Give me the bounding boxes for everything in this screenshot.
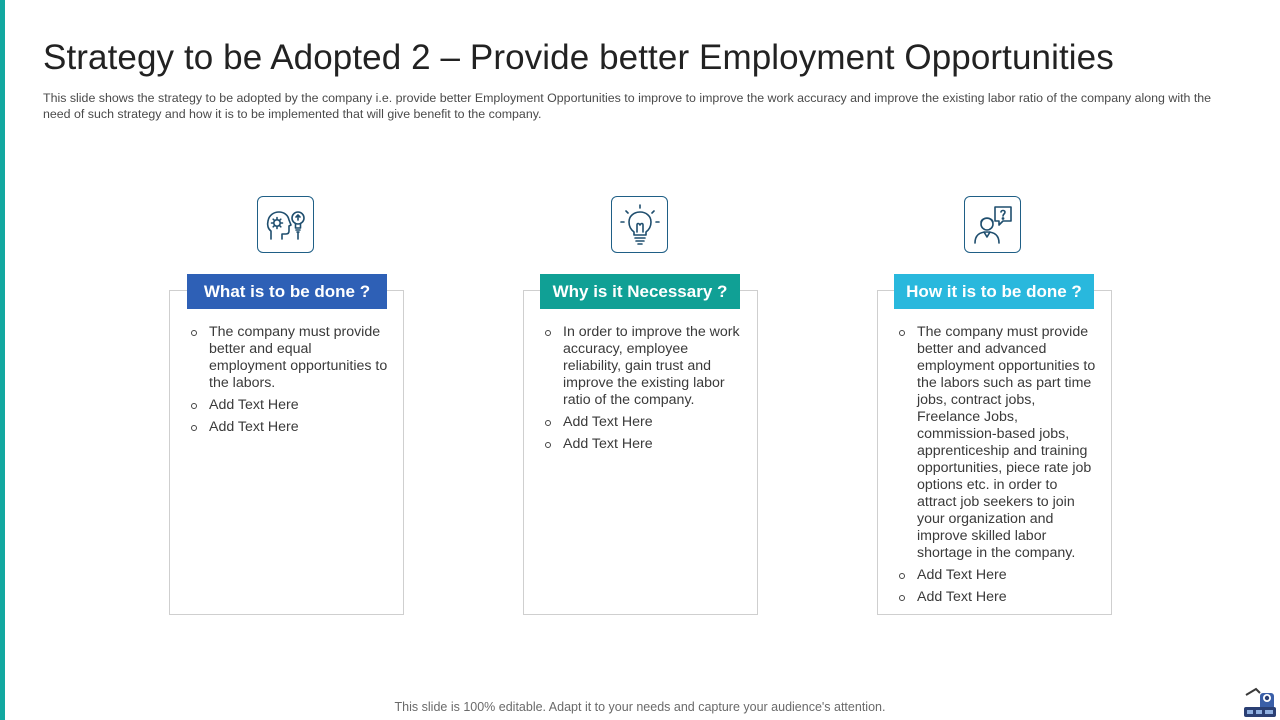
- card-what-is-to-be-done: [169, 290, 404, 615]
- card-3-bullet-list: [898, 324, 1098, 611]
- list-item: The company must provide better and advanced employment opportunities to the labors such as part time jobs, contract jobs, Freelance Jobs, commission-based jobs, apprenticeship and training opportunities, piece rate job options etc. in order to attract job seekers to join your organization and improve skilled labor shortage in the company.: [898, 324, 1098, 562]
- card-2-bullet-list: [544, 324, 744, 458]
- list-item: Add Text Here: [190, 397, 390, 414]
- brand-logo-icon: [1242, 683, 1278, 719]
- card-1-bullet-list: [190, 324, 390, 441]
- person-question-icon: [971, 203, 1015, 247]
- card-how-it-is-to-be-done: [877, 290, 1112, 615]
- list-item: The company must provide better and equal employment opportunities to the labors.: [190, 324, 390, 392]
- card-2-header: Why is it Necessary ?: [540, 274, 740, 309]
- list-item: Add Text Here: [898, 567, 1098, 584]
- footer-note: This slide is 100% editable. Adapt it to your needs and capture your audience's attention.: [394, 700, 886, 714]
- list-item: Add Text Here: [544, 436, 744, 453]
- list-item: Add Text Here: [544, 414, 744, 431]
- slide-subtitle: This slide shows the strategy to be adopted by the company i.e. provide better Employment Opportunities to improve to improve the work accuracy and improve the existing labor ratio of the company along with the need of such strategy and how it is to be implemented that will give benefit to the company.: [43, 91, 1212, 121]
- card-3-icon-frame: [964, 196, 1021, 253]
- slide-title: Strategy to be Adopted 2 – Provide better Employment Opportunities: [43, 38, 1114, 77]
- list-item: Add Text Here: [898, 589, 1098, 606]
- head-gear-bulb-icon: [264, 203, 308, 247]
- lightbulb-icon: [618, 203, 662, 247]
- list-item: Add Text Here: [190, 419, 390, 436]
- accent-bar: [0, 0, 5, 720]
- card-why-is-it-necessary: [523, 290, 758, 615]
- card-1-icon-frame: [257, 196, 314, 253]
- list-item: In order to improve the work accuracy, employee reliability, gain trust and improve the existing labor ratio of the company.: [544, 324, 744, 409]
- card-1-header: What is to be done ?: [187, 274, 387, 309]
- card-2-icon-frame: [611, 196, 668, 253]
- card-3-header: How it is to be done ?: [894, 274, 1094, 309]
